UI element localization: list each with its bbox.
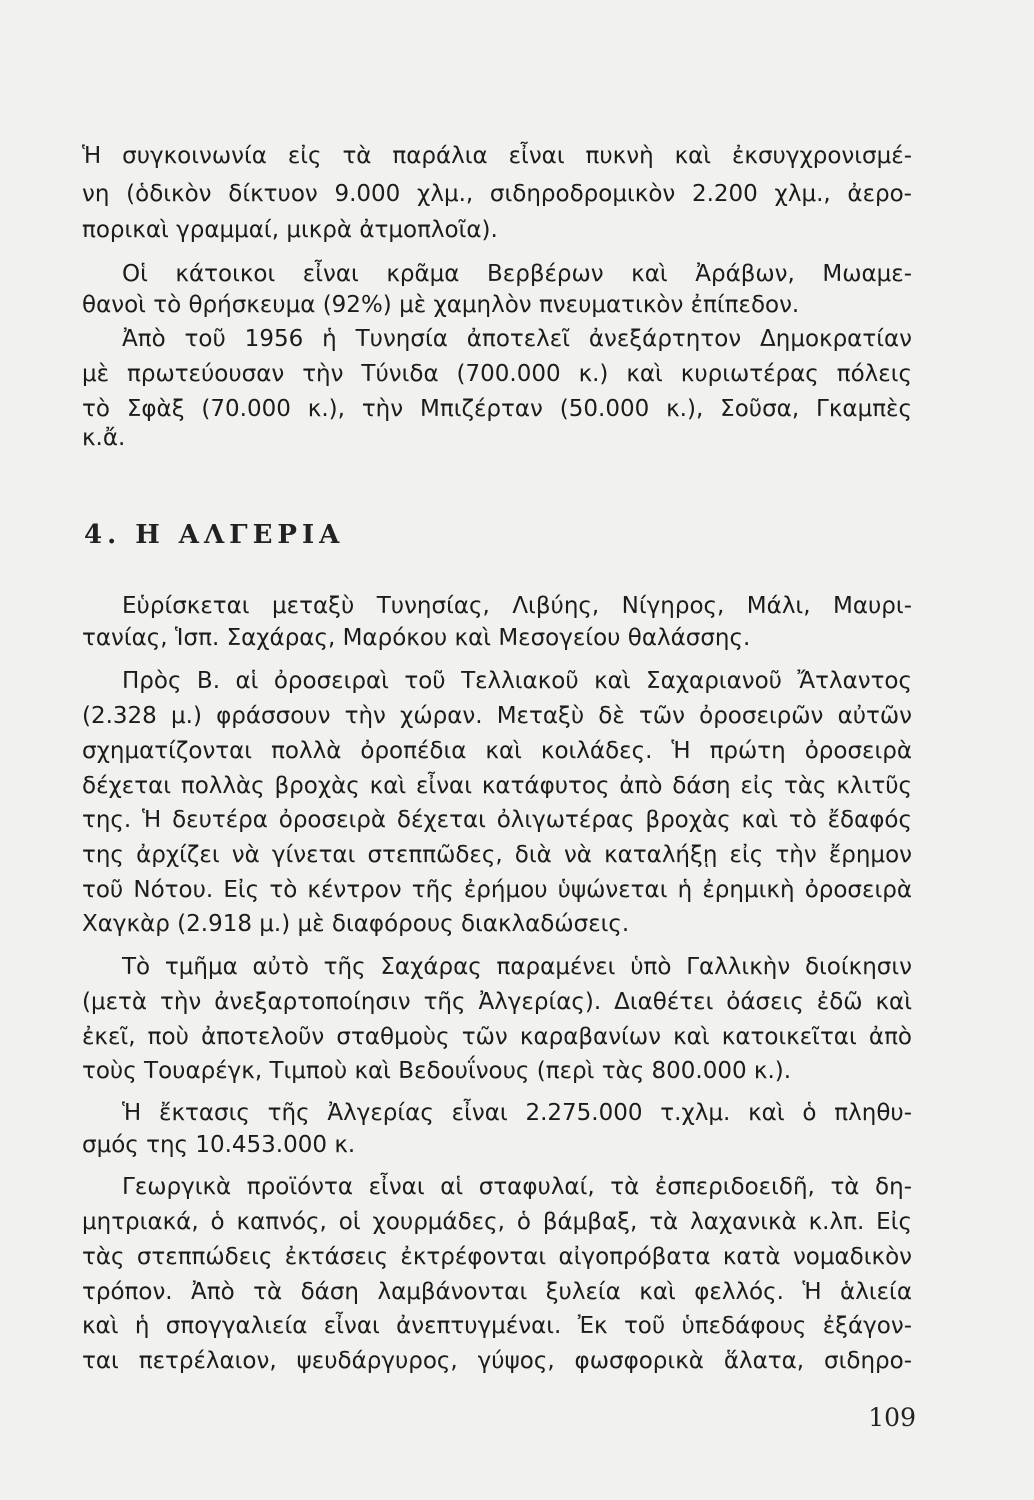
section-heading: 4. Η ΑΛΓΕΡΙΑ xyxy=(84,520,345,550)
text-line: Γεωργικὰ προϊόντα εἶναι αἱ σταφυλαί, τὰ ἐσπεριδοειδῆ, τὰ δη- xyxy=(122,1174,912,1200)
text-line: Πρὸς Β. αἱ ὀροσειραὶ τοῦ Τελλιακοῦ καὶ Σαχαριανοῦ Ἄτλαντος xyxy=(122,668,912,694)
text-line: σχηματίζονται πολλὰ ὀροπέδια καὶ κοιλάδες. Ἡ πρώτη ὀροσειρὰ xyxy=(82,738,912,764)
text-line: τρόπον. Ἀπὸ τὰ δάση λαμβάνονται ξυλεία καὶ φελλός. Ἡ ἁλιεία xyxy=(82,1279,912,1305)
text-line: της ἀρχίζει νὰ γίνεται στεππῶδες, διὰ νὰ καταλήξῃ εἰς τὴν ἔρημον xyxy=(82,842,912,868)
text-line: τὰς στεππώδεις ἐκτάσεις ἐκτρέφονται αἰγοπρόβατα κατὰ νομαδικὸν xyxy=(82,1244,912,1270)
text-line: θανοὶ τὸ θρήσκευμα (92%) μὲ χαμηλὸν πνευματικὸν ἐπίπεδον. xyxy=(82,292,800,318)
text-line: τανίας, Ἱσπ. Σαχάρας, Μαρόκου καὶ Μεσογείου θαλάσσης. xyxy=(82,625,751,651)
text-line: τοὺς Τουαρέγκ, Τιμποὺ καὶ Βεδουΐνους (περὶ τὰς 800.000 κ.). xyxy=(82,1058,792,1084)
text-line: Ἀπὸ τοῦ 1956 ἡ Τυνησία ἀποτελεῖ ἀνεξάρτητον Δημοκρατίαν xyxy=(122,326,912,352)
text-line: (μετὰ τὴν ἀνεξαρτοποίησιν τῆς Ἀλγερίας). Διαθέτει ὀάσεις ἐδῶ καὶ xyxy=(82,989,912,1015)
text-line: Ἡ συγκοινωνία εἰς τὰ παράλια εἶναι πυκνὴ καὶ ἐκσυγχρονισμέ- xyxy=(82,143,912,169)
text-line: ἐκεῖ, ποὺ ἀποτελοῦν σταθμοὺς τῶν καραβανίων καὶ κατοικεῖται ἀπὸ xyxy=(82,1024,912,1050)
page-number: 109 xyxy=(868,1403,916,1432)
text-line: ται πετρέλαιον, ψευδάργυρος, γύψος, φωσφορικὰ ἅλατα, σιδηρο- xyxy=(82,1348,912,1374)
text-line: μὲ πρωτεύουσαν τὴν Τύνιδα (700.000 κ.) καὶ κυριωτέρας πόλεις xyxy=(82,361,912,387)
text-line: Χαγκὰρ (2.918 μ.) μὲ διαφόρους διακλαδώσεις. xyxy=(82,911,630,937)
text-line: κ.ἄ. xyxy=(82,425,126,451)
text-line: τὸ Σφὰξ (70.000 κ.), τὴν Μπιζέρταν (50.000 κ.), Σοῦσα, Γκαμπὲς xyxy=(82,396,912,422)
text-line: δέχεται πολλὰς βροχὰς καὶ εἶναι κατάφυτος ἀπὸ δάση εἰς τὰς κλιτῦς xyxy=(82,773,912,799)
text-line: Ἡ ἔκτασις τῆς Ἀλγερίας εἶναι 2.275.000 τ.χλμ. καὶ ὁ πληθυ- xyxy=(122,1100,912,1126)
text-line: πορικαὶ γραμμαί, μικρὰ ἀτμοπλοῖα). xyxy=(82,217,498,243)
text-line: νη (ὁδικὸν δίκτυον 9.000 χλμ., σιδηροδρομικὸν 2.200 χλμ., ἀερο- xyxy=(82,181,912,207)
text-line: μητριακά, ὁ καπνός, οἱ χουρμάδες, ὁ βάμβαξ, τὰ λαχανικὰ κ.λπ. Εἰς xyxy=(82,1209,912,1235)
text-line: Οἱ κάτοικοι εἶναι κρᾶμα Βερβέρων καὶ Ἀράβων, Μωαμε- xyxy=(122,261,912,287)
text-line: Εὑρίσκεται μεταξὺ Τυνησίας, Λιβύης, Νίγηρος, Μάλι, Μαυρι- xyxy=(122,593,912,619)
text-line: σμός της 10.453.000 κ. xyxy=(82,1132,356,1158)
text-line: Τὸ τμῆμα αὐτὸ τῆς Σαχάρας παραμένει ὑπὸ Γαλλικὴν διοίκησιν xyxy=(122,954,912,980)
text-line: τοῦ Νότου. Εἰς τὸ κέντρον τῆς ἐρήμου ὑψώνεται ἡ ἐρημικὴ ὀροσειρὰ xyxy=(82,877,912,903)
text-line: της. Ἡ δευτέρα ὀροσειρὰ δέχεται ὀλιγωτέρας βροχὰς καὶ τὸ ἔδαφός xyxy=(82,807,912,833)
text-line: (2.328 μ.) φράσσουν τὴν χώραν. Μεταξὺ δὲ τῶν ὀροσειρῶν αὐτῶν xyxy=(82,703,912,729)
text-line: καὶ ἡ σπογγαλιεία εἶναι ἀνεπτυγμέναι. Ἐκ τοῦ ὑπεδάφους ἐξάγον- xyxy=(82,1313,912,1339)
